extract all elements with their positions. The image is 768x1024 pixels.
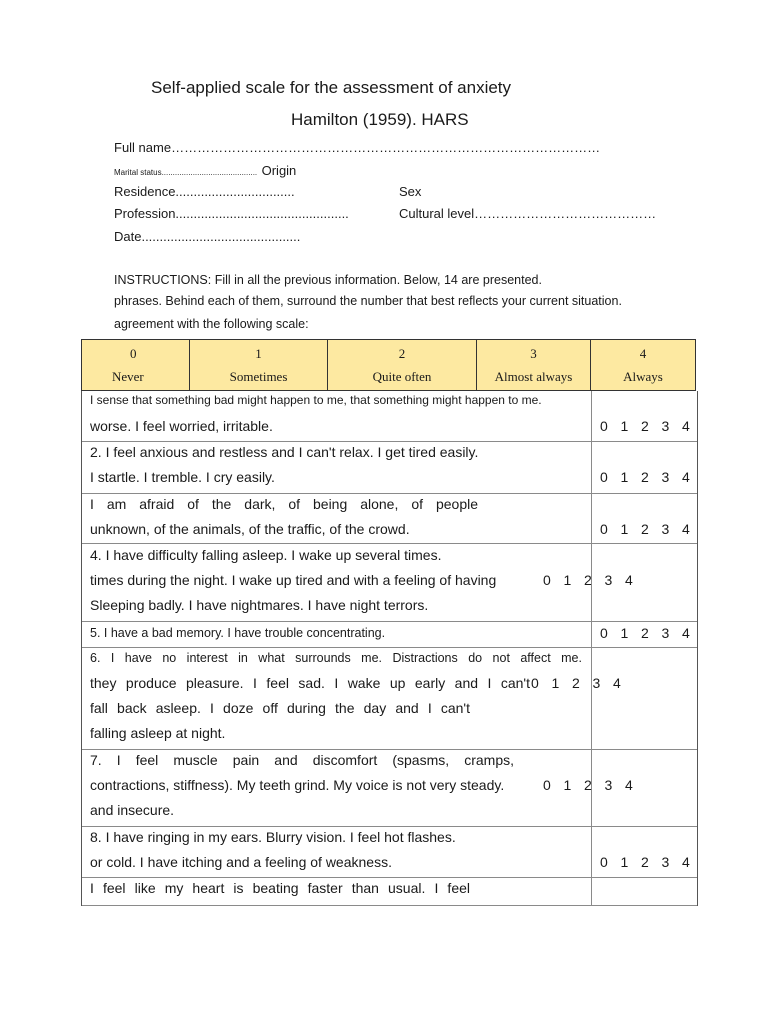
column-divider xyxy=(591,622,592,647)
option-2[interactable]: 2 xyxy=(641,854,649,870)
item-line: or cold. I have itching and a feeling of weakness. xyxy=(90,854,392,870)
option-4[interactable]: 4 xyxy=(625,572,633,588)
option-3[interactable]: 3 xyxy=(592,675,601,691)
option-3[interactable]: 3 xyxy=(661,469,670,485)
option-0[interactable]: 0 xyxy=(600,521,608,537)
item-row-1 xyxy=(82,391,697,442)
option-1[interactable]: 1 xyxy=(563,777,572,793)
answer-options xyxy=(600,854,703,870)
option-2[interactable]: 2 xyxy=(641,469,649,485)
document-title: Self-applied scale for the assessment of anxiety xyxy=(151,78,512,97)
option-0[interactable]: 0 xyxy=(543,777,551,793)
option-2[interactable]: 2 xyxy=(641,418,649,434)
option-4[interactable]: 4 xyxy=(682,469,690,485)
rating-scale-header xyxy=(81,339,696,391)
option-1[interactable]: 1 xyxy=(620,521,629,537)
item-line: fall back asleep. I doze off during the day and I can't xyxy=(90,700,470,716)
full-name-field: Full name……………………………………………………………………………………… xyxy=(114,140,601,155)
items-table xyxy=(81,391,698,906)
instructions-line-2: phrases. Behind each of them, surround the number that best reflects your current situation. xyxy=(114,294,622,308)
scale-label: Almost always xyxy=(494,368,573,384)
item-row-6 xyxy=(82,648,697,750)
item-line: I am afraid of the dark, of being alone, of people xyxy=(90,496,478,512)
option-3[interactable]: 3 xyxy=(661,521,670,537)
date-field: Date............................................ xyxy=(114,229,301,244)
option-4[interactable]: 4 xyxy=(625,777,633,793)
profession-field: Profession................................................ xyxy=(114,206,349,221)
option-3[interactable]: 3 xyxy=(661,625,670,641)
option-3[interactable]: 3 xyxy=(661,854,670,870)
marital-status-field: Marital status........................................... xyxy=(114,168,258,177)
scale-label: Never xyxy=(112,368,144,384)
option-3[interactable]: 3 xyxy=(604,777,613,793)
item-line: falling asleep at night. xyxy=(90,725,226,741)
cultural-level-field: Cultural level…………………………………… xyxy=(399,206,657,221)
scale-label: Always xyxy=(623,368,663,384)
item-row-3 xyxy=(82,494,697,544)
item-line: they produce pleasure. I feel sad. I wake up early and I can't xyxy=(90,675,530,691)
item-row-4 xyxy=(82,544,697,622)
item-row-8 xyxy=(82,827,697,878)
item-line: Sleeping badly. I have nightmares. I have night terrors. xyxy=(90,597,429,613)
option-0[interactable]: 0 xyxy=(600,469,608,485)
option-4[interactable]: 4 xyxy=(682,854,690,870)
answer-options xyxy=(600,625,703,641)
option-4[interactable]: 4 xyxy=(682,521,690,537)
instructions-line-3: agreement with the following scale: xyxy=(114,317,309,331)
column-divider xyxy=(591,391,592,441)
answer-options xyxy=(600,418,703,434)
scale-value: 3 xyxy=(530,345,537,361)
answer-options xyxy=(543,572,646,588)
scale-value: 1 xyxy=(255,345,262,361)
column-divider xyxy=(591,494,592,543)
origin-field: Origin xyxy=(261,163,297,178)
option-1[interactable]: 1 xyxy=(551,675,560,691)
item-row-2 xyxy=(82,442,697,494)
residence-field: Residence................................. xyxy=(114,184,295,199)
item-row-9 xyxy=(82,878,697,906)
option-2[interactable]: 2 xyxy=(641,625,649,641)
option-4[interactable]: 4 xyxy=(682,625,690,641)
column-divider xyxy=(591,878,592,905)
option-2[interactable]: 2 xyxy=(584,777,592,793)
option-4[interactable]: 4 xyxy=(682,418,690,434)
option-1[interactable]: 1 xyxy=(563,572,572,588)
item-line: times during the night. I wake up tired and with a feeling of having xyxy=(90,572,497,588)
item-line: contractions, stiffness). My teeth grind. My voice is not very steady. xyxy=(90,777,505,793)
option-1[interactable]: 1 xyxy=(620,418,629,434)
item-line: 8. I have ringing in my ears. Blurry vision. I feel hot flashes. xyxy=(90,829,456,845)
item-line: and insecure. xyxy=(90,802,175,818)
option-0[interactable]: 0 xyxy=(543,572,551,588)
scale-cell-0 xyxy=(82,340,190,390)
item-line: I startle. I tremble. I cry easily. xyxy=(90,469,275,485)
scale-cell-3 xyxy=(477,340,591,390)
scale-label: Quite often xyxy=(372,368,432,384)
scale-value: 2 xyxy=(398,345,406,361)
instructions-line-1: INSTRUCTIONS: Fill in all the previous information. Below, 14 are presented. xyxy=(114,273,542,287)
column-divider xyxy=(591,442,592,493)
item-line: unknown, of the animals, of the traffic, of the crowd. xyxy=(90,521,410,537)
scale-cell-2 xyxy=(328,340,477,390)
item-line: I sense that something bad might happen to me, that something might happen to me. xyxy=(90,393,542,407)
item-line: 5. I have a bad memory. I have trouble concentrating. xyxy=(90,626,386,640)
answer-options xyxy=(531,675,634,691)
option-0[interactable]: 0 xyxy=(531,675,539,691)
option-1[interactable]: 1 xyxy=(620,469,629,485)
answer-options xyxy=(543,777,646,793)
item-line: 6. I have no interest in what surrounds me. Distractions do not affect me. xyxy=(90,651,582,665)
item-line: 4. I have difficulty falling asleep. I wake up several times. xyxy=(90,547,442,563)
scale-cell-4 xyxy=(591,340,695,390)
option-0[interactable]: 0 xyxy=(600,418,608,434)
item-line: 7. I feel muscle pain and discomfort (spasms, cramps, xyxy=(90,752,514,768)
option-2[interactable]: 2 xyxy=(584,572,592,588)
item-line: worse. I feel worried, irritable. xyxy=(90,418,273,434)
answer-options xyxy=(600,469,703,485)
sex-field: Sex xyxy=(399,184,422,199)
item-row-7 xyxy=(82,750,697,827)
document-subtitle: Hamilton (1959). HARS xyxy=(291,110,469,129)
option-2[interactable]: 2 xyxy=(641,521,649,537)
option-3[interactable]: 3 xyxy=(604,572,613,588)
option-1[interactable]: 1 xyxy=(620,625,629,641)
column-divider xyxy=(591,827,592,877)
option-0[interactable]: 0 xyxy=(600,625,608,641)
answer-options xyxy=(600,521,703,537)
marital-origin-row xyxy=(114,162,296,180)
option-1[interactable]: 1 xyxy=(620,854,629,870)
option-3[interactable]: 3 xyxy=(661,418,670,434)
option-4[interactable]: 4 xyxy=(613,675,621,691)
scale-value: 4 xyxy=(639,345,647,361)
scale-cell-1 xyxy=(190,340,328,390)
item-row-5 xyxy=(82,622,697,648)
scale-value: 0 xyxy=(130,345,137,361)
item-line: 2. I feel anxious and restless and I can't relax. I get tired easily. xyxy=(90,444,479,460)
item-line: I feel like my heart is beating faster than usual. I feel xyxy=(90,880,470,896)
option-2[interactable]: 2 xyxy=(572,675,580,691)
option-0[interactable]: 0 xyxy=(600,854,608,870)
scale-label: Sometimes xyxy=(229,368,288,384)
column-divider xyxy=(591,648,592,749)
